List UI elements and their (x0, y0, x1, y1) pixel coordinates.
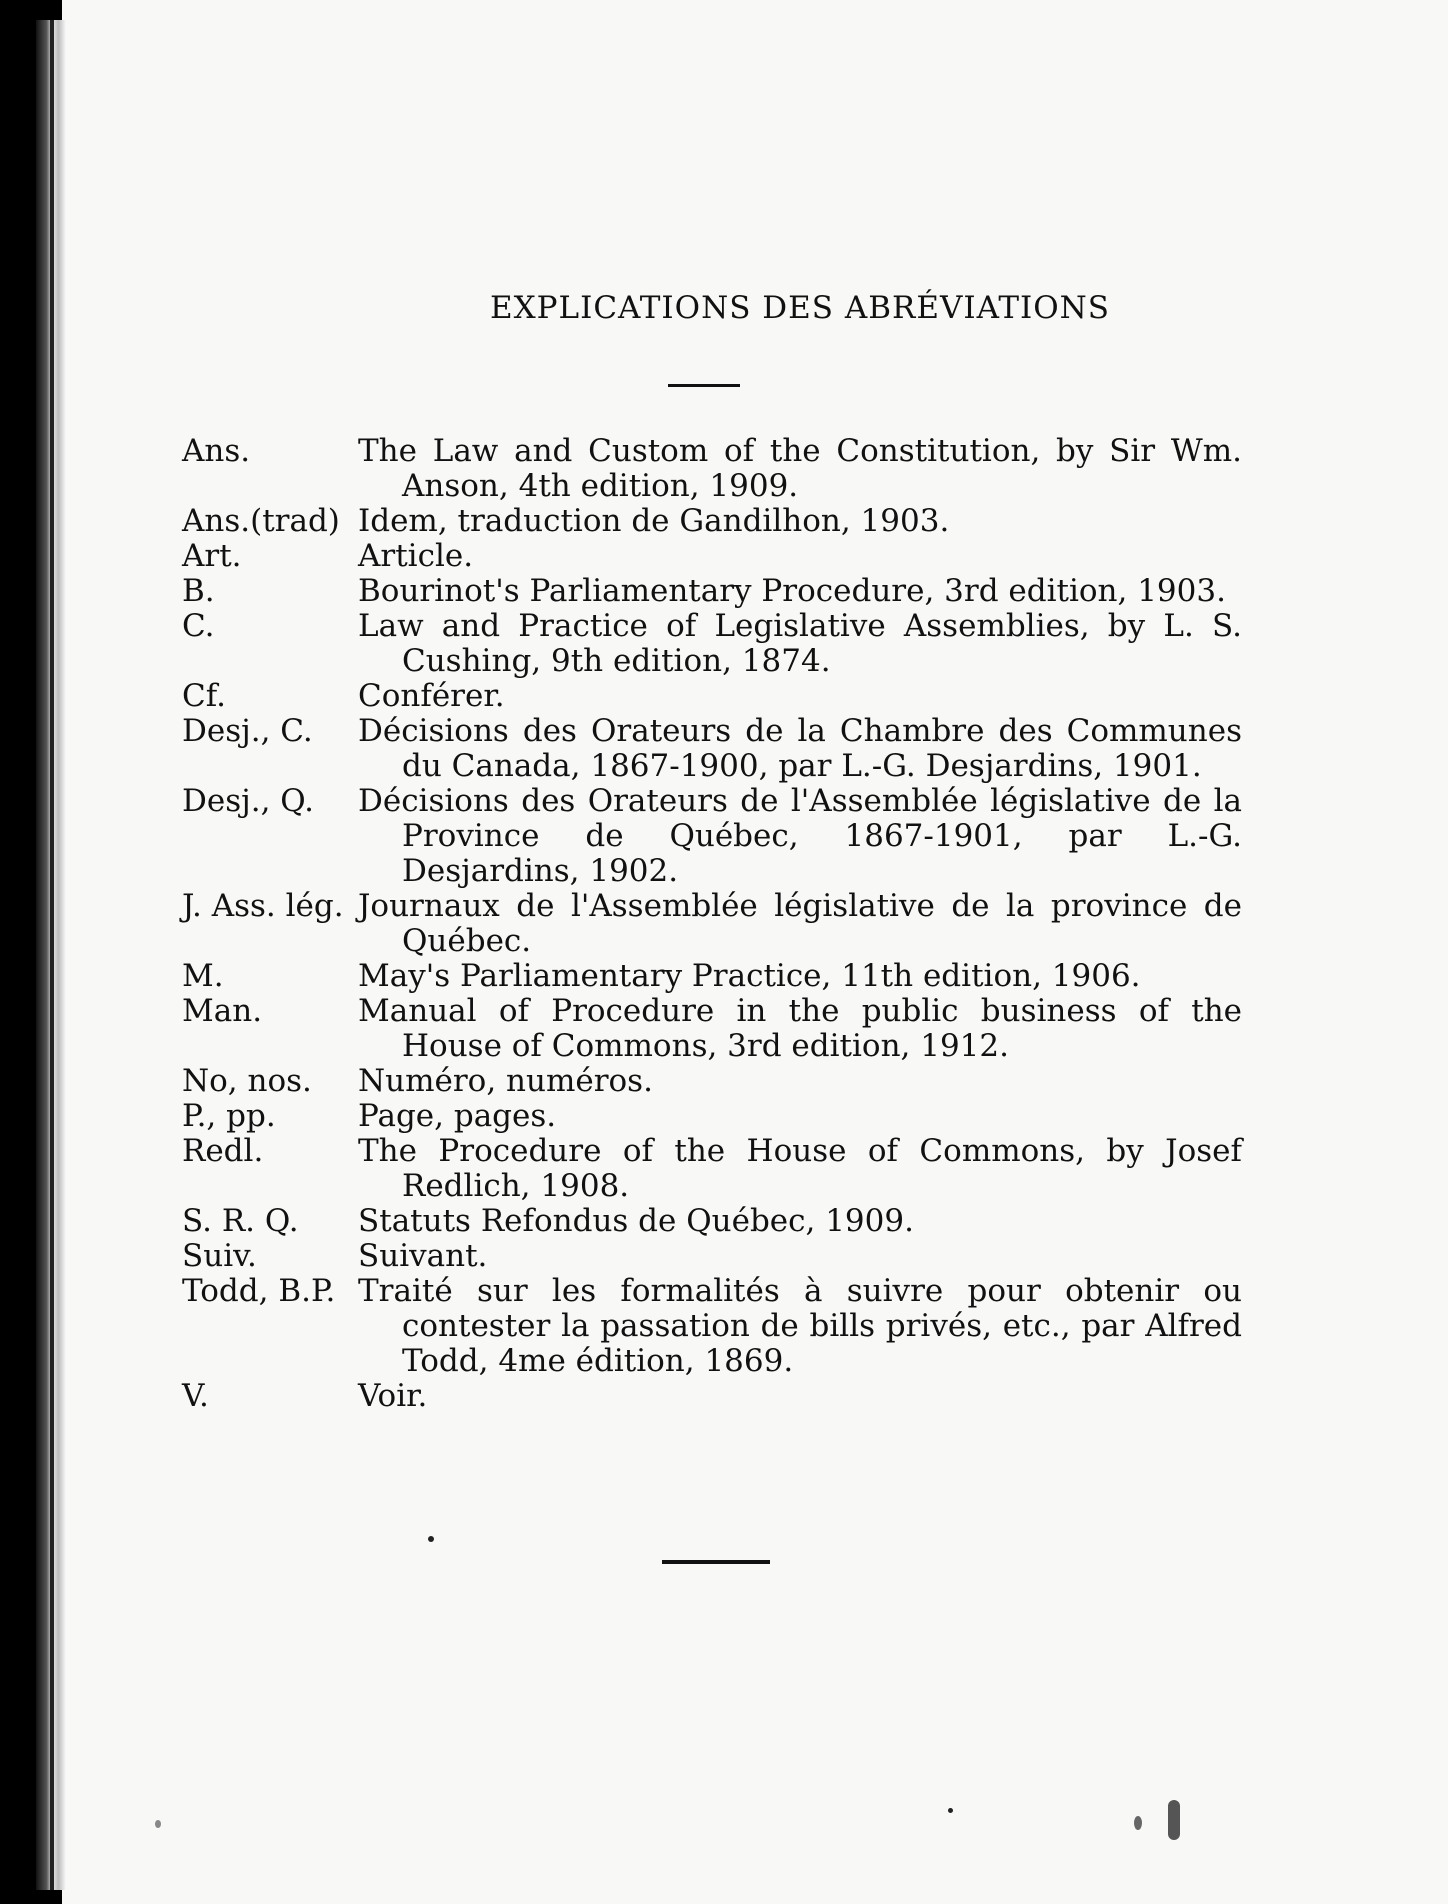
abbreviation-entry (182, 1134, 1242, 1204)
abbreviation-entry (182, 504, 1242, 539)
abbreviation-entry (182, 609, 1242, 679)
ink-speck (1168, 1800, 1180, 1840)
abbreviation-definition: Numéro, numéros. (358, 1063, 653, 1099)
abbreviation-term: P., pp. (182, 1098, 276, 1134)
abbreviation-term: J. Ass. lég. (182, 888, 344, 924)
abbreviation-entry (182, 679, 1242, 714)
abbreviation-term: Art. (182, 538, 242, 574)
abbreviation-definition: Manual of Procedure in the public business of the House of Commons, 3rd edition, 1912. (358, 993, 1242, 1064)
abbreviation-entry (182, 1064, 1242, 1099)
abbreviation-definition: Page, pages. (358, 1098, 557, 1134)
abbreviation-definition: Bourinot's Parliamentary Procedure, 3rd edition, 1903. (358, 573, 1226, 609)
abbreviation-definition: Idem, traduction de Gandilhon, 1903. (358, 503, 950, 539)
abbreviation-term: Desj., C. (182, 713, 313, 749)
abbreviation-term: Suiv. (182, 1238, 257, 1274)
abbreviation-term: Ans.(trad) (182, 503, 340, 539)
abbreviation-term: Man. (182, 993, 263, 1029)
abbreviation-entry (182, 434, 1242, 504)
abbreviation-definition: The Law and Custom of the Constitution, by Sir Wm. Anson, 4th edition, 1909. (358, 433, 1242, 504)
abbreviation-term: Cf. (182, 678, 226, 714)
abbreviation-definition: Statuts Refondus de Québec, 1909. (358, 1203, 914, 1239)
abbreviation-definition: May's Parliamentary Practice, 11th edition, 1906. (358, 958, 1141, 994)
abbreviation-definition: Law and Practice of Legislative Assemblies, by L. S. Cushing, 9th edition, 1874. (358, 608, 1242, 679)
binding-line (50, 20, 54, 1890)
ink-speck (155, 1820, 161, 1828)
abbreviation-entry (182, 539, 1242, 574)
abbreviation-definition: The Procedure of the House of Commons, by Josef Redlich, 1908. (358, 1133, 1242, 1204)
abbreviation-term: B. (182, 573, 215, 609)
abbreviation-entry (182, 889, 1242, 959)
abbreviation-definition: Voir. (358, 1378, 428, 1414)
abbreviation-definition: Conférer. (358, 678, 505, 714)
abbreviation-entry (182, 1379, 1242, 1414)
ink-speck (948, 1808, 953, 1813)
abbreviation-term: No, nos. (182, 1063, 312, 1099)
abbreviation-entry (182, 1099, 1242, 1134)
abbreviation-entry (182, 994, 1242, 1064)
abbreviation-term: V. (182, 1378, 209, 1414)
abbreviation-entry (182, 959, 1242, 994)
abbreviation-term: M. (182, 958, 224, 994)
end-rule (662, 1560, 770, 1564)
abbreviation-definition: Journaux de l'Assemblée législative de la province de Québec. (358, 888, 1242, 959)
abbreviation-term: Redl. (182, 1133, 264, 1169)
ink-speck (1134, 1816, 1142, 1830)
abbreviation-definition: Suivant. (358, 1238, 488, 1274)
abbreviation-entry (182, 1239, 1242, 1274)
abbreviation-term: Desj., Q. (182, 783, 315, 819)
ink-speck (428, 1536, 434, 1542)
abbreviation-entry (182, 784, 1242, 889)
title-rule (668, 384, 740, 387)
page-title: EXPLICATIONS DES ABRÉVIATIONS (489, 290, 1111, 326)
abbreviation-entry (182, 714, 1242, 784)
abbreviation-term: S. R. Q. (182, 1203, 299, 1239)
abbreviation-entry (182, 574, 1242, 609)
abbreviation-list (182, 434, 1242, 1414)
abbreviation-entry (182, 1204, 1242, 1239)
abbreviation-definition: Décisions des Orateurs de la Chambre des Communes du Canada, 1867-1900, par L.-G. Desjardins, 1901. (358, 713, 1242, 784)
abbreviation-term: C. (182, 608, 215, 644)
abbreviation-term: Ans. (182, 433, 251, 469)
abbreviation-entry (182, 1274, 1242, 1379)
abbreviation-definition: Article. (358, 538, 474, 574)
abbreviation-definition: Décisions des Orateurs de l'Assemblée législative de la Province de Québec, 1867-1901, par L.-G. Desjardins, 1902. (358, 783, 1242, 889)
abbreviation-definition: Traité sur les formalités à suivre pour obtenir ou contester la passation de bills privés, etc., par Alfred Todd, 4me édition, 1869. (358, 1273, 1242, 1379)
abbreviation-term: Todd, B.P. (182, 1273, 336, 1309)
